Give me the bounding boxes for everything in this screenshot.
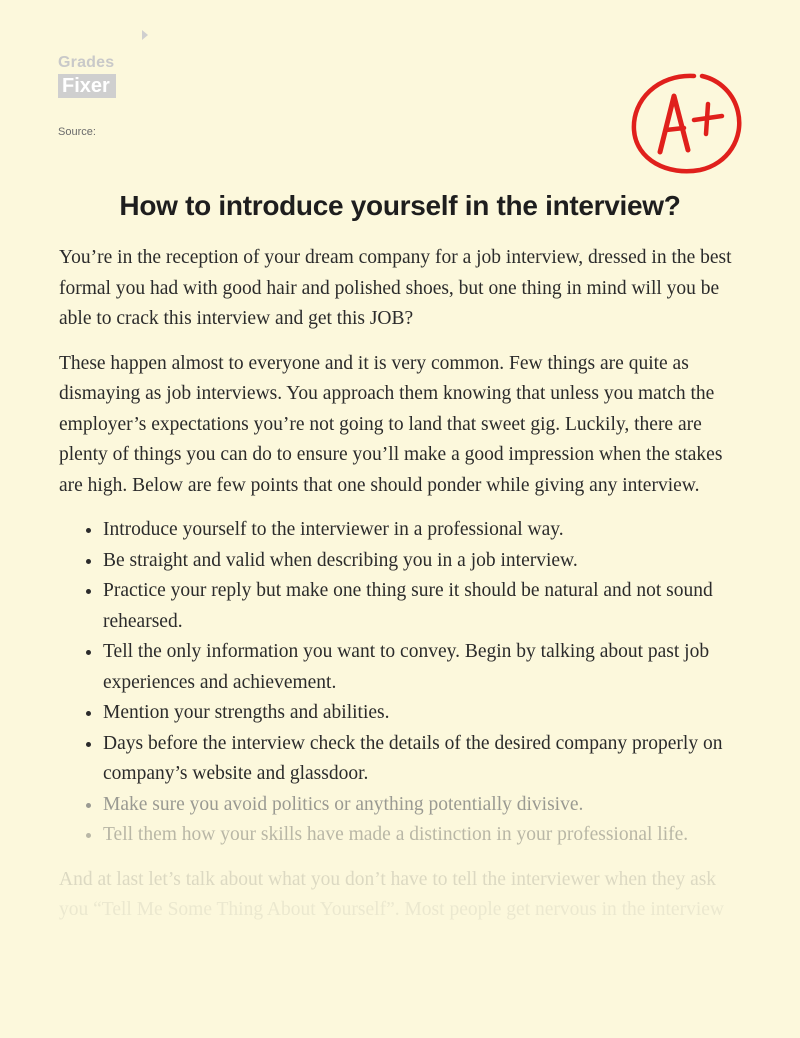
list-item: • Introduce yourself to the interviewer in a professional way. <box>103 515 749 546</box>
list-item: • Tell them how your skills have made a distinction in your professional life. <box>103 820 749 851</box>
logo-text-grades: Grades <box>58 54 115 71</box>
closing-line-2: you “Tell Me Some Thing About Yourself”. Most people get nervous in the interview <box>59 899 724 920</box>
essay-body <box>59 243 749 940</box>
list-item: • Days before the interview check the details of the desired company properly on company’s website and glassdoor. <box>103 729 749 790</box>
logo-text-fixer: Fixer <box>58 74 116 98</box>
logo-arrow-icon <box>142 30 148 40</box>
list-item: • Make sure you avoid politics or anything potentially divisive. <box>103 790 749 821</box>
source-label: Source: <box>58 126 96 138</box>
grade-a-plus-stamp <box>624 68 748 178</box>
list-item: • Tell the only information you want to convey. Begin by talking about past job experiences and achievement. <box>103 637 749 698</box>
list-item: • Practice your reply but make one thing sure it should be natural and not sound rehearsed. <box>103 576 749 637</box>
paragraph-closing <box>59 865 749 926</box>
gradesfixer-logo[interactable] <box>58 54 158 98</box>
closing-line-1: And at last let’s talk about what you don’t have to tell the interviewer when they ask <box>59 868 717 890</box>
list-item: • Be straight and valid when describing you in a job interview. <box>103 546 749 577</box>
page-title: How to introduce yourself in the interview? <box>119 190 681 221</box>
list-item: • Mention your strengths and abilities. <box>103 698 749 729</box>
paragraph-intro: You’re in the reception of your dream company for a job interview, dressed in the best formal you had with good hair and polished shoes, but one thing in mind will you be able to crack this interview and get this JOB? <box>59 247 732 329</box>
paragraph-context: These happen almost to everyone and it is very common. Few things are quite as dismaying as job interviews. You approach them knowing that unless you match the employer’s expectations you’re not going to land that sweet gig. Luckily, there are plenty of things you can do to ensure you’ll make a good impression when the stakes are high. Below are few points that one should ponder while giving any interview. <box>59 352 723 496</box>
tips-list <box>59 515 749 851</box>
